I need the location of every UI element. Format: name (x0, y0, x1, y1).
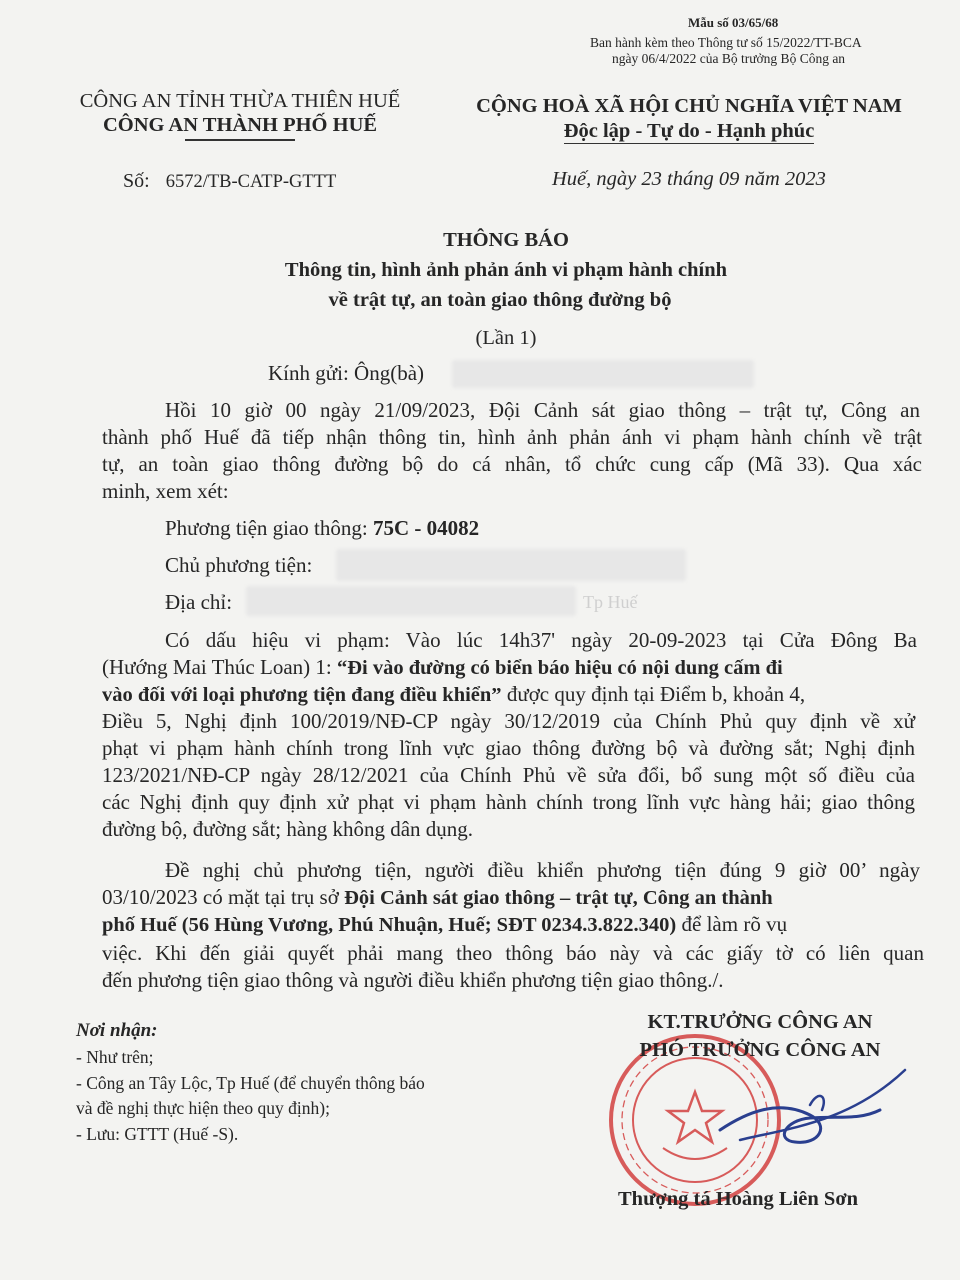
agency-block (40, 90, 440, 141)
agency-name: CÔNG AN THÀNH PHỐ HUẾ (102, 114, 378, 136)
violation-regulation-ref: được quy định tại Điểm b, khoản 4, (501, 682, 806, 706)
form-number: Mẫu số 03/65/68 (688, 15, 779, 30)
doc-number-value: 6572/TB-CATP-GTTT (165, 172, 337, 192)
request-purpose: để làm rõ vụ (676, 912, 788, 936)
violation-line-1: Có dấu hiệu vi phạm: Vào lúc 14h37' ngày 20-09-2023 tại Cửa Đông Ba (165, 628, 917, 652)
violation-line-4: Điều 5, Nghị định 100/2019/NĐ-CP ngày 30/12/2019 của Chính Phủ quy định về xử (102, 709, 915, 733)
owner-label: Chủ phương tiện: (165, 553, 313, 577)
request-line-2 (102, 885, 773, 910)
doc-number-label: Số: (123, 170, 150, 192)
motto-country: CỘNG HOÀ XÃ HỘI CHỦ NGHĨA VIỆT NAM (476, 95, 902, 117)
doc-title: THÔNG BÁO (443, 229, 569, 251)
violation-line-8: đường bộ, đường sắt; hàng không dân dụng. (102, 817, 474, 841)
doc-subtitle-2: về trật tự, an toàn giao thông đường bộ (328, 289, 672, 311)
recipient-item-1: - Như trên; (76, 1047, 154, 1067)
agency-underline (185, 139, 295, 141)
intro-line-4: minh, xem xét: (102, 479, 229, 503)
violation-line-7: các Nghị định quy định xử phạt vi phạm hành chính trong lĩnh vực hàng hải; giao thông (102, 790, 915, 814)
signature-title-1: KT.TRƯỞNG CÔNG AN (647, 1011, 873, 1033)
violation-line-6: 123/2021/NĐ-CP ngày 28/12/2021 của Chính Phủ về sửa đổi, bổ sung một số điều của (102, 763, 915, 787)
signature-title-2: PHÓ TRƯỞNG CÔNG AN (639, 1039, 881, 1061)
owner-redacted (336, 549, 686, 581)
recipient-item-4: - Lưu: GTTT (Huế -S). (76, 1124, 239, 1144)
recipient-redacted (452, 360, 754, 388)
vehicle-line (165, 516, 479, 541)
agency-parent: CÔNG AN TỈNH THỪA THIÊN HUẾ (79, 90, 401, 112)
request-office-address: phố Huế (56 Hùng Vương, Phú Nhuận, Huế; SĐT 0234.3.822.340) (102, 914, 677, 936)
form-ref-line2: ngày 06/4/2022 của Bộ trưởng Bộ Công an (612, 51, 846, 66)
request-office-name: Đội Cảnh sát giao thông – trật tự, Công an thành (344, 887, 773, 909)
request-date-text: 03/10/2023 có mặt tại trụ sở (102, 885, 345, 909)
doc-number (123, 170, 336, 193)
attempt-number: (Lần 1) (475, 327, 537, 349)
motto-slogan: Độc lập - Tự do - Hạnh phúc (563, 120, 815, 142)
recipients-heading: Nơi nhận: (76, 1020, 158, 1041)
request-line-1: Đề nghị chủ phương tiện, người điều khiển phương tiện đúng 9 giờ 00’ ngày (165, 858, 920, 882)
violation-quote-start: “Đi vào đường có biển báo hiệu có nội dung cấm đi (336, 657, 783, 679)
intro-line-3: tự, an toàn giao thông đường bộ do cá nhân, tổ chức cung cấp (Mã 33). Qua xác (102, 452, 922, 476)
recipient-item-2: - Công an Tây Lộc, Tp Huế (để chuyển thông báo (76, 1073, 425, 1093)
request-line-3 (102, 912, 787, 937)
violation-location-text: (Hướng Mai Thúc Loan) 1: (102, 655, 337, 679)
address-tail: Tp Huế (583, 592, 638, 612)
intro-line-2: thành phố Huế đã tiếp nhận thông tin, hình ảnh phản ánh vi phạm hành chính về trật (102, 425, 922, 449)
form-ref-line1: Ban hành kèm theo Thông tư số 15/2022/TT-BCA (590, 35, 862, 50)
recipient-item-3: và đề nghị thực hiện theo quy định); (76, 1098, 330, 1118)
place-date: Huế, ngày 23 tháng 09 năm 2023 (552, 168, 826, 190)
request-line-5: đến phương tiện giao thông và người điều khiển phương tiện giao thông./. (102, 968, 724, 992)
request-line-4: việc. Khi đến giải quyết phải mang theo thông báo này và các giấy tờ có liên quan (102, 941, 924, 965)
vehicle-label: Phương tiện giao thông: (165, 516, 368, 540)
motto-block (450, 95, 928, 143)
violation-line-5: phạt vi phạm hành chính trong lĩnh vực giao thông đường bộ và đường sắt; Nghị định (102, 736, 915, 760)
violation-quote-end: vào đối với loại phương tiện đang điều khiển” (102, 684, 502, 706)
signer-name: Thượng tá Hoàng Liên Sơn (618, 1188, 859, 1210)
address-label: Địa chỉ: (165, 590, 233, 614)
handwritten-signature (700, 1050, 920, 1160)
motto-slogan-wrap (564, 120, 815, 143)
violation-line-2 (102, 655, 783, 680)
recipient-label: Kính gửi: Ông(bà) (268, 361, 425, 385)
violation-line-3 (102, 682, 805, 707)
address-redacted (246, 586, 576, 616)
intro-line-1: Hồi 10 giờ 00 ngày 21/09/2023, Đội Cảnh sát giao thông – trật tự, Công an (165, 398, 920, 422)
doc-subtitle-1: Thông tin, hình ảnh phản ánh vi phạm hành chính (284, 259, 728, 281)
vehicle-plate: 75C - 04082 (372, 516, 480, 540)
